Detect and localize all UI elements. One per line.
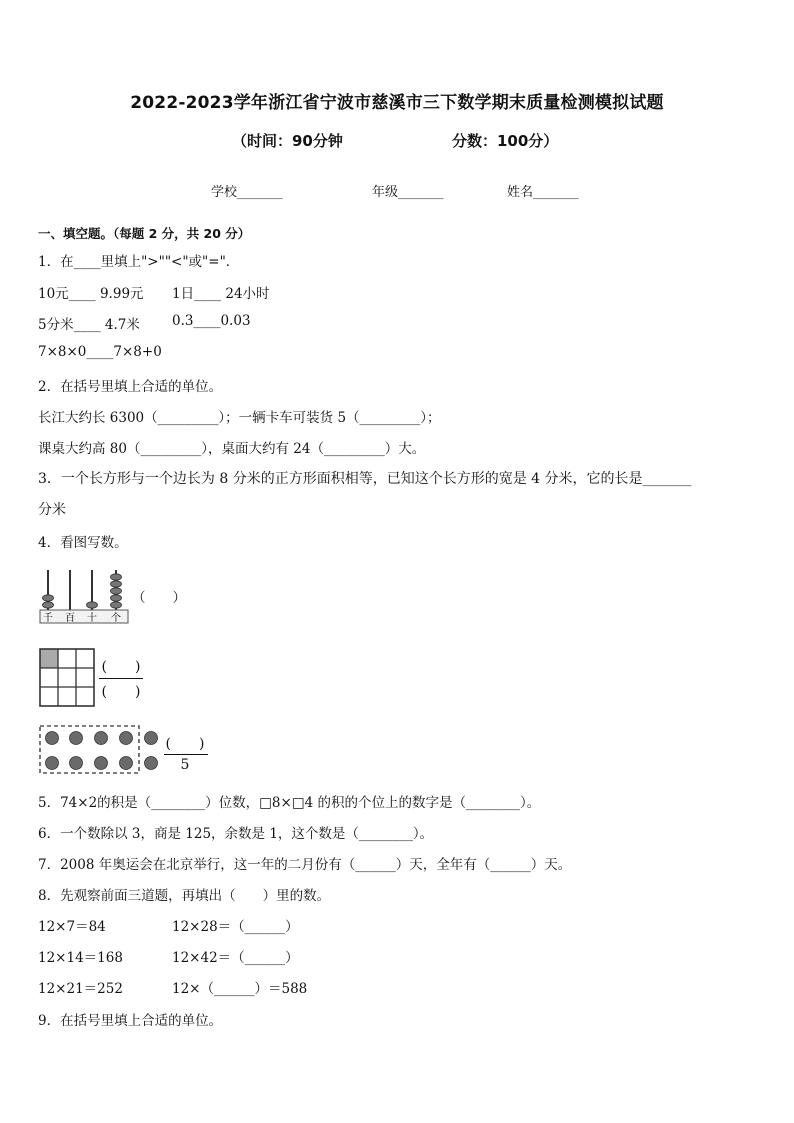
- question-8-stem: 8．先观察前面三道题，再填出（ ）里的数。: [38, 888, 331, 904]
- grid-figure: [39, 648, 95, 708]
- name-field: 姓名_______: [507, 185, 579, 200]
- grade-field: 年级_______: [372, 185, 444, 200]
- question-9: 9．在括号里填上合适的单位。: [38, 1013, 223, 1029]
- abacus-figure: [38, 566, 130, 626]
- grid-fraction-numerator: ( ): [101, 659, 141, 675]
- question-8-example: 12×21＝252: [38, 981, 123, 997]
- exam-score: 分数：100分）: [452, 132, 559, 150]
- dots-figure: [38, 724, 162, 776]
- exam-time: （时间：90分钟: [232, 132, 343, 150]
- question-6: 6．一个数除以 3，商是 125，余数是 1，这个数是（________）。: [38, 826, 434, 842]
- abacus-answer: （ ）: [132, 590, 186, 606]
- grid-fraction-denominator: ( ): [101, 684, 141, 700]
- question-4-stem: 4．看图写数。: [38, 535, 128, 551]
- abacus-label-thousands: 千: [43, 613, 53, 624]
- question-3-unit: 分米: [38, 502, 66, 518]
- question-2-line: 课桌大约高 80（_________），桌面大约有 24（_________）大。: [38, 441, 426, 457]
- question-8-blank: 12×（______）＝588: [172, 981, 308, 997]
- question-8-example: 12×14＝168: [38, 950, 123, 966]
- abacus-label-ones: 个: [111, 613, 121, 624]
- question-3-line: 3．一个长方形与一个边长为 8 分米的正方形面积相等，已知这个长方形的宽是 4 分米，它的长是_______: [38, 471, 692, 487]
- question-8-example: 12×7＝84: [38, 919, 106, 935]
- question-1-item: 7×8×0____7×8+0: [38, 344, 162, 360]
- dots-fraction-denominator: 5: [180, 757, 190, 773]
- question-1-stem: 1．在____里填上">""<"或"="．: [38, 254, 240, 270]
- page-title: 2022-2023学年浙江省宁波市慈溪市三下数学期末质量检测模拟试题: [130, 93, 664, 113]
- abacus-label-tens: 十: [87, 613, 97, 624]
- dots-fraction-bar: [164, 754, 208, 755]
- abacus-label-hundreds: 百: [65, 613, 75, 624]
- question-1-item: 5分米____ 4.7米: [38, 317, 140, 333]
- question-7: 7．2008 年奥运会在北京举行，这一年的二月份有（______）天，全年有（______）天。: [38, 857, 572, 873]
- question-8-blank: 12×28＝（______）: [172, 919, 299, 935]
- question-8-blank: 12×42＝（______）: [172, 950, 299, 966]
- question-2-stem: 2．在括号里填上合适的单位。: [38, 379, 223, 395]
- question-1-item: 0.3____0.03: [172, 313, 251, 329]
- question-5: 5．74×2的积是（________）位数，□8×□4 的积的个位上的数字是（________）。: [38, 795, 541, 811]
- question-2-line: 长江大约长 6300（_________）；一辆卡车可装货 5（_________）；: [38, 410, 441, 426]
- grid-fraction-bar: [99, 678, 143, 679]
- question-1-item: 10元____ 9.99元: [38, 286, 144, 302]
- dots-fraction-numerator: ( ): [165, 736, 205, 752]
- section-heading: 一、填空题。（每题 2 分，共 20 分）: [38, 226, 251, 241]
- school-field: 学校_______: [211, 185, 283, 200]
- question-1-item: 1日____ 24小时: [172, 286, 270, 302]
